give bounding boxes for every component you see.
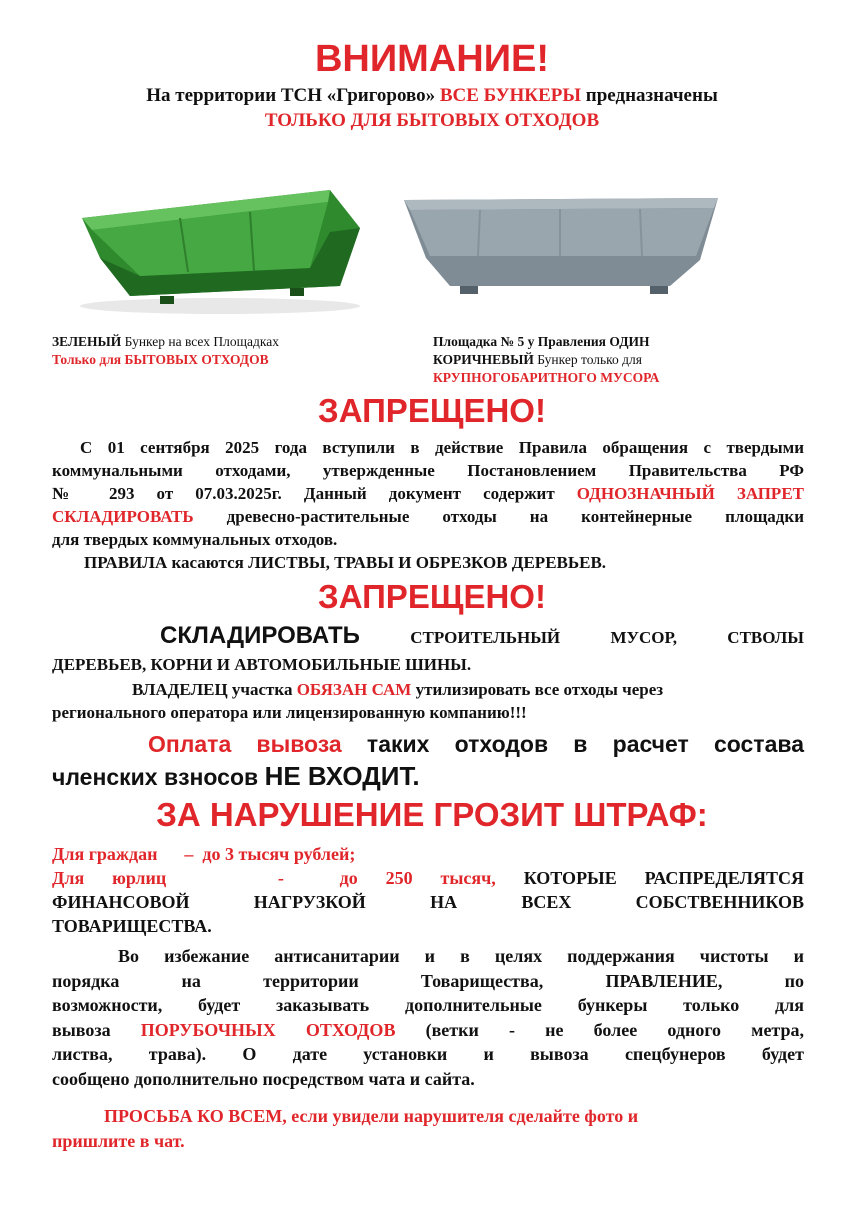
request-paragraph	[52, 1104, 804, 1154]
rules-line-3-text: № 293 от 07.03.2025г. Данный документ содержит	[52, 484, 577, 503]
caption-left	[52, 333, 279, 369]
payment-not-included: НЕ ВХОДИТ.	[264, 761, 420, 791]
owner-line-2: регионального оператора или лицензированную компанию!!!	[52, 703, 527, 722]
payment-highlight: Оплата вывоза	[148, 731, 342, 757]
gray-dumpster-image	[400, 190, 730, 300]
caption-right	[433, 333, 659, 387]
rules-line-2: коммунальными отходами, утвержденные Постановлением Правительства РФ	[52, 461, 804, 480]
rules-store-highlight: СКЛАДИРОВАТЬ	[52, 507, 194, 526]
fines-paragraph	[52, 842, 804, 938]
forbidden-heading-2: ЗАПРЕЩЕНО!	[318, 578, 546, 615]
rules-line-3	[52, 482, 804, 505]
intro-highlight: ВСЕ БУНКЕРЫ	[439, 85, 582, 106]
intro-line-2: ТОЛЬКО ДЛЯ БЫТОВЫХ ОТХОДОВ	[264, 110, 600, 131]
payment-paragraph	[52, 728, 804, 793]
board-line-2: порядка на территории Товарищества, ПРАВЛЕНИЕ, по	[52, 970, 804, 991]
payment-line-1	[52, 728, 804, 760]
board-line-6: сообщено дополнительно посредством чата и сайта.	[52, 1068, 475, 1089]
caption-right-line-3: КРУПНОГОБАРИТНОГО МУСОРА	[433, 370, 660, 385]
rules-paragraph	[52, 436, 804, 574]
payment-text-c: членских взносов	[52, 764, 265, 790]
rules-line-1: С 01 сентября 2025 года вступили в действие Правила обращения с твердыми	[80, 438, 804, 457]
owner-highlight: ОБЯЗАН САМ	[296, 680, 412, 699]
store-paragraph	[52, 622, 804, 678]
request-line-1: ПРОСЬБА КО ВСЕМ, если увидели нарушителя сделайте фото и	[104, 1106, 639, 1126]
payment-text-b: таких отходов в расчет состава	[341, 731, 804, 757]
request-line-2: пришлите в чат.	[52, 1131, 185, 1151]
rules-ban-highlight: ОДНОЗНАЧНЫЙ ЗАПРЕТ	[576, 484, 804, 503]
caption-left-line-2: Только для БЫТОВЫХ ОТХОДОВ	[52, 352, 269, 367]
store-line-1	[52, 622, 804, 651]
rules-line-6: ПРАВИЛА касаются ЛИСТВЫ, ТРАВЫ И ОБРЕЗКОВ ДЕРЕВЬЕВ.	[84, 553, 607, 572]
fine-distribution: КОТОРЫЕ РАСПРЕДЕЛЯТСЯ	[495, 868, 804, 888]
owner-text-c: утилизировать все отходы через	[411, 680, 664, 699]
caption-right-line-2	[433, 351, 659, 369]
caption-right-text: Бункер только для	[533, 352, 642, 367]
caption-left-line-1	[52, 333, 279, 351]
owner-paragraph	[52, 678, 804, 724]
fine-legal-line	[52, 866, 804, 890]
fine-line-3: ФИНАНСОВОЙ НАГРУЗКОЙ НА ВСЕХ СОБСТВЕННИКОВ	[52, 892, 804, 912]
rules-line-5: для твердых коммунальных отходов.	[52, 530, 338, 549]
green-dumpster-image	[70, 168, 370, 318]
intro-text-end: предназначены	[581, 85, 718, 106]
owner-text-a: ВЛАДЕЛЕЦ участка	[132, 680, 297, 699]
board-line-4	[52, 1018, 804, 1043]
caption-right-brown-word: КОРИЧНЕВЫЙ	[433, 352, 534, 367]
fine-line-4: ТОВАРИЩЕСТВА.	[52, 916, 212, 936]
rules-line-4-text: древесно-растительные отходы на контейнерные площадки	[193, 507, 804, 526]
board-line-1: Во избежание антисанитарии и в целях поддержания чистоты и	[118, 946, 804, 966]
board-line-4-a: вывоза	[52, 1019, 141, 1040]
forbidden-heading-1: ЗАПРЕЩЕНО!	[318, 392, 546, 429]
store-big-word: СКЛАДИРОВАТЬ	[160, 622, 360, 649]
caption-right-line-1: Площадка № 5 у Правления ОДИН	[433, 334, 650, 349]
board-paragraph	[52, 944, 804, 1091]
fine-heading: ЗА НАРУШЕНИЕ ГРОЗИТ ШТРАФ:	[156, 796, 708, 833]
board-highlight: ПОРУБОЧНЫХ ОТХОДОВ	[140, 1019, 396, 1040]
board-line-4-c: (ветки - не более одного метра,	[395, 1019, 805, 1040]
rules-line-4	[52, 505, 804, 528]
payment-line-2	[52, 760, 804, 793]
caption-left-green-word: ЗЕЛЕНЫЙ	[52, 334, 122, 349]
board-line-3: возможности, будет заказывать дополнительные бункеры только для	[52, 995, 804, 1015]
page-title: ВНИМАНИЕ!	[314, 38, 550, 80]
fine-legal: Для юрлиц - до 250 тысяч,	[52, 868, 496, 888]
owner-line-1	[52, 678, 804, 701]
green-dumpster-icon	[70, 168, 370, 318]
store-line-2: ДЕРЕВЬЕВ, КОРНИ И АВТОМОБИЛЬНЫЕ ШИНЫ.	[52, 655, 472, 674]
caption-left-text: Бункер на всех Площадках	[121, 334, 279, 349]
intro-line-1	[0, 85, 864, 107]
board-line-5: листва, трава). О дате установки и вывоза спецбунеров будет	[52, 1044, 804, 1064]
fine-citizens: Для граждан – до 3 тысяч рублей;	[52, 844, 356, 864]
store-line-1-text: СТРОИТЕЛЬНЫЙ МУСОР, СТВОЛЫ	[359, 628, 804, 647]
gray-dumpster-icon	[400, 190, 730, 300]
intro-text: На территории ТСН «Григорово»	[146, 85, 440, 106]
